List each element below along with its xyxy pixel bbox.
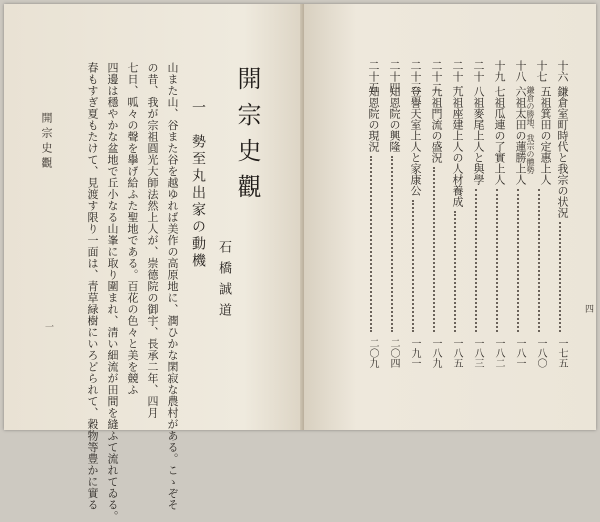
chapter-heading: 一 勢至丸出家の動機 [190,100,206,270]
toc-leader-dots [433,167,435,332]
toc-entry-number: 十六 [556,60,569,82]
body-line: 七日、呱々の聲を擧げ給ふた聖地である。百花の色々と美を競ふ [126,62,139,396]
toc-entry-number: 二十三 [409,60,422,93]
toc-leader-dots [517,189,519,332]
toc-entry-number: 二十四 [388,60,401,93]
left-page [4,4,304,522]
toc-entry-page: 一八三 [472,338,483,368]
toc-entry-page: 二〇四 [388,338,399,368]
page-folio: 一 [43,322,53,331]
toc-leader-dots [391,156,393,332]
toc-leader-dots [559,222,561,332]
toc-entry-page: 二〇九 [367,338,378,368]
toc-entry-title: 登譽天室上人と家康公 [409,86,422,196]
toc-entry-subtitle: 鎌倉の勝地、我宗の體勢 [526,86,535,174]
toc-entry-number: 二十五 [367,60,380,93]
toc-entry-number: 十九 [493,60,506,82]
toc-entry-title: 九祖門流の盛況 [430,86,443,163]
toc-leader-dots [412,200,414,332]
toc-entry-number: 十八 [514,60,527,82]
book-spread [4,4,596,522]
toc-entry-title: 七祖瓜連の了實上人 [493,86,506,185]
book-title: 開宗史觀 [233,66,261,210]
author-name: 石橋誠道 [216,240,231,324]
toc-entry-title: 五祖箕田の定惠上人 [539,86,552,185]
toc-entry-page: 一八九 [430,338,441,368]
body-line: 四邊は穩やかな盆地で丘小なる山峯に取り圍まれ、清い細流が田間を縫ふて流れてゐる。 [106,62,119,522]
toc-entry-page: 一八〇 [535,338,546,368]
toc-entry-page: 一七五 [556,338,567,368]
toc-entry-page: 一九一 [409,338,420,368]
toc-leader-dots [475,189,477,332]
toc-leader-dots [370,156,372,332]
toc-entry-title: 知恩院の興隆 [388,86,401,152]
toc-entry-number: 二十一 [451,60,464,93]
toc-entry-number: 二十 [472,60,485,82]
toc-entry-title: 九祖座建上人の人材養成 [451,86,464,207]
body-line: 山また山、谷また谷を越ゆれば美作の高原地に、潤ひかな閑寂な農村がある。こゝぞそ [166,62,179,511]
toc-entry-page: 一八二 [493,338,504,368]
toc-leader-dots [454,211,456,332]
toc-entry-page: 一八一 [514,338,525,368]
toc-entry-title: 知恩院の現況 [367,86,380,152]
right-page-toc [304,4,596,430]
toc-entry-title: 六祖太田の蓮勝上人 [514,86,527,185]
page-number: 四 [583,304,593,313]
body-line: 春もすぎ夏もたけて、見渡す限り一面は、青草緑樹にいろどられて、穀物等豊かに實る [86,62,99,511]
toc-entry-number: 二十二 [430,60,443,93]
body-line: の昔、我が宗祖圓光大師法然上人が、崇德院の御宇、長承二年、四月 [146,62,159,419]
toc-entry-title: 八祖麥尾上人と與學 [472,86,485,185]
toc-entry-page: 一八五 [451,338,462,368]
toc-entry-number: 十七 [535,60,548,82]
toc-leader-dots [538,189,540,332]
running-head: 開宗史觀 [40,112,53,172]
toc-leader-dots [496,189,498,332]
toc-entry-title: 鎌倉室町時代と我宗の状況 [556,86,569,218]
